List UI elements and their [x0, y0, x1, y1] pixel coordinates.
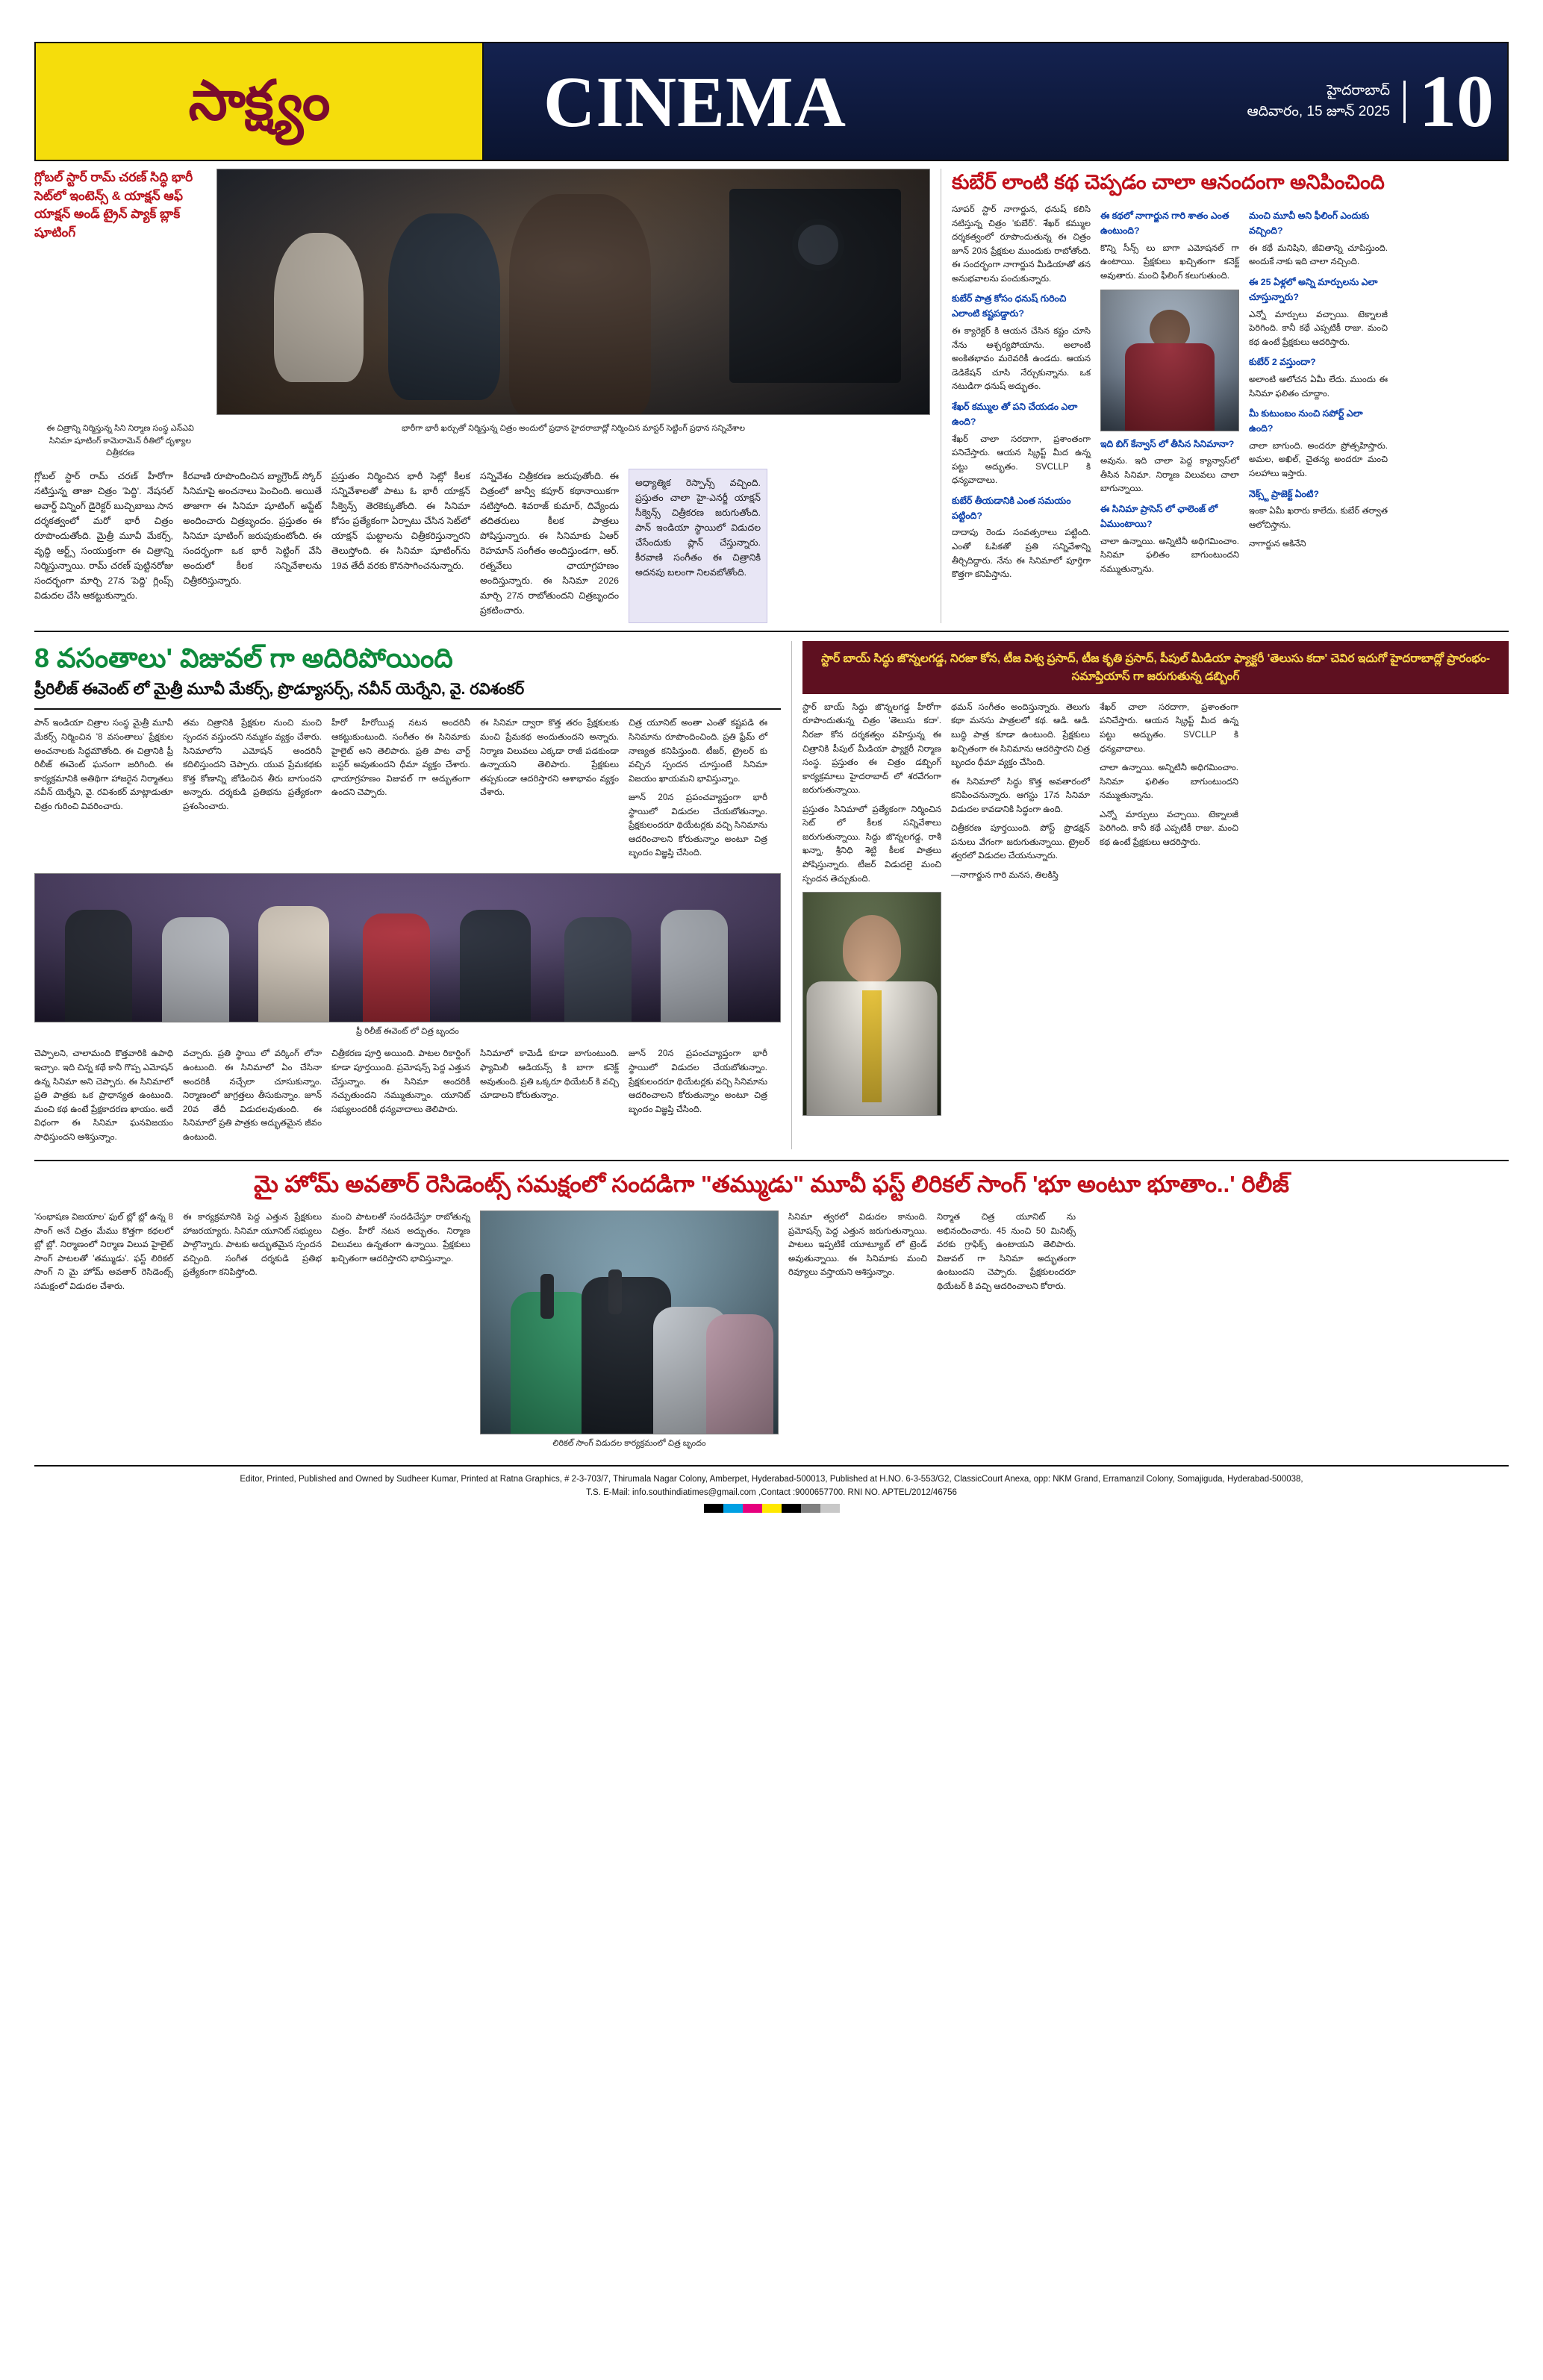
mid-bottom-col-2 [183, 1047, 322, 1149]
mid-col-6-text: జూన్ 20న ప్రపంచవ్యాప్తంగా భారీ స్థాయిలో విడుదల చేయబోతున్నాం. ప్రేక్షకులందరూ థియేటర్లకు వచ్చి సినిమాను ఆదరించాలని కోరుతున్నాం అంటూ చిత్ర బృందం విజ్ఞప్తి చేసింది. [629, 793, 767, 858]
cmyk-swatch-k [704, 1504, 723, 1513]
qa-answer-1: ఈ క్యారెక్టర్ కి ఆయన చేసిన కష్టం చూసి నేను ఆశ్చర్యపోయాను. అలాంటి అంకితభావం మరెవరికీ ఉండదు. ఆయన డెడికేషన్ చూసి నేర్చుకున్నాను. ఒక నటుడిగా ధనుష్ అద్భుతం. [952, 326, 1091, 392]
mid-bottom-col-1-text: చెప్పాలని, చాలామంది కొత్తవారికి ఉపాధి ఇచ్చాం. ఇది చిన్న కథే కానీ గొప్ప ఎమోషన్ ఉన్న సినిమా అని చెప్పారు. ఈ సినిమాలో ప్రతి పాత్రకు ఒక ప్రాధాన్యత ఉంటుంది. మంచి కథ ఉంటే ప్రేక్షకాదరణ ఖాయం. అదే విధంగా ఈ సినిమా ఘనవిజయం సాధిస్తుందని ఆశిస్తున్నాం. [34, 1049, 173, 1142]
mid-col-4-text: ఈ సినిమా ద్వారా కొత్త తరం ప్రేక్షకులకు మంచి ప్రేమకథ అందుతుందని అన్నారు. నిర్మాణ విలువలు ఎక్కడా రాజీ పడకుండా ఉన్నాయని తెలిపారు. ప్రేక్షకులు తప్పకుండా ఆదరిస్తారని ఆశాభావం వ్యక్తం చేశారు. [480, 718, 619, 798]
qa-answer-9: అలాంటి ఆలోచన ఏమీ లేదు. ముందు ఈ సినిమా ఫలితం చూద్దాం. [1249, 375, 1388, 399]
mid-bottom-col-2-text: వచ్చారు. ప్రతి స్థాయి లో వర్కింగ్ లోనా ఉంటుంది. ఈ సినిమాలో ఏం చేసినా అందరికీ నచ్చేలా చూసుకున్నాం. నిర్మాణంలో జాగ్రత్తలు తీసుకున్నాం. జూన్ 20వ తేదీ విడుదలవుతుంది. ఈ సినిమాలో ప్రతి పాత్రకు అద్భుతమైన జీవం ఉంటుంది. [183, 1049, 322, 1142]
top-story-headline: గ్లోబల్ స్టార్ రామ్ చరణ్ సిద్ధి భారీ సెట్‌లో ఇంటెన్స్ & యాక్షన్ ఆఫ్ యాక్షన్ అండ్ ట్రైన్ ప్యాక్ బ్లాక్ షూటింగ్ [34, 170, 193, 240]
page-footer [34, 1465, 1509, 1521]
bottom-col-1-text: 'సంభాషణ విజయాల' ఫుల్ బ్లో బ్లో ఉన్న 8 సాంగ్ అనే చిత్రం మేము కొత్తగా కథలలో బ్లో బ్లో. నిర్మాణంలో నిర్మాణ విలువ హైలైట్ సాంగ్ పాటలతో 'తమ్ముడు'. ఫస్ట్ లిరికల్ సాంగ్ ని మై హోమ్ అవతార్ రెసిడెంట్స్ సమక్షంలో విడుదల చేశారు. [34, 1212, 173, 1291]
mid-bottom-col-5-text: జూన్ 20న ప్రపంచవ్యాప్తంగా భారీ స్థాయిలో విడుదల చేయబోతున్నాం. ప్రేక్షకులందరూ థియేటర్లకు వచ్చి సినిమాను ఆదరించాలని కోరుతున్నాం అంటూ చిత్ర బృందం విజ్ఞప్తి చేసింది. [629, 1049, 767, 1114]
bottom-photo-caption: లిరికల్ సాంగ్ విడుదల కార్యక్రమంలో చిత్ర బృందం [552, 1439, 706, 1449]
interview2-col-2-text-c: చిత్రీకరణ పూర్తయింది. పోస్ట్ ప్రొడక్షన్ పనులు వేగంగా జరుగుతున్నాయి. ట్రైలర్ త్వరలో విడుదల చేయనున్నారు. [951, 823, 1090, 861]
mid-bottom-col-3 [331, 1047, 470, 1149]
interview2-col-3 [1100, 701, 1238, 1116]
mid-col-1 [34, 716, 173, 865]
mid-bottom-col-3-text: చిత్రీకరణ పూర్తి అయింది. పాటల రికార్డింగ్ కూడా పూర్తయింది. ప్రమోషన్స్ పెద్ద ఎత్తున చేస్తున్నాం. ఈ సినిమా అందరికీ నచ్చుతుందని నమ్ముతున్నాం. యూనిట్ సభ్యులందరికీ ధన్యవాదాలు తెలిపారు. [331, 1049, 470, 1114]
cmyk-swatch-gray [801, 1504, 820, 1513]
qa-question-10: మీ కుటుంబం నుంచి సపోర్ట్ ఎలా ఉంది? [1249, 408, 1363, 434]
qa-question-1: కుబేర్ పాత్ర కోసం ధనుష్ గురించి ఎలాంటి కష్టపడ్డారు? [952, 293, 1067, 319]
date-label: ఆదివారం, 15 జూన్ 2025 [1247, 104, 1390, 119]
footer-line-1: Editor, Printed, Published and Owned by Sudheer Kumar, Printed at Ratna Graphics, # 2-3-703/7, Thirumala Nagar Colony, Amberpet, Hyderabad-500013, Published at H.NO. 6-3-553/G2, ClassicCourt Anexa, opp: NKM Grand, Erramanzil Colony, Somajiguda, Hyderabad-500038, [240, 1474, 1303, 1484]
masthead-meta [1224, 43, 1507, 160]
interview2-col-1-text-b: ప్రస్తుతం సినిమాలో ప్రత్యేకంగా నిర్మించిన సెట్ లో కీలక సన్నివేశాలు జరుగుతున్నాయి. సిద్ధు జొన్నలగడ్డ, రాశీ ఖన్నా, శ్రీనిధి శెట్టి కీలక పాత్రలు పోషిస్తున్నారు. టీజర్ విడుదలై మంచి స్పందన తెచ్చుకుంది. [802, 804, 941, 884]
cmyk-swatch-k2 [782, 1504, 801, 1513]
interview2-banner [802, 641, 1509, 694]
interview2-col-2 [951, 701, 1090, 1116]
mid-bottom-col-1 [34, 1047, 173, 1149]
mid-story-subhead: ప్రీరిలీజ్ ఈవెంట్ లో మైత్రీ మూవీ మేకర్స్, ప్రొడ్యూసర్స్, నవీన్ యెర్నేని, వై. రవిశంకర్ [34, 681, 781, 710]
mid-bottom-col-4-text: సినిమాలో కామెడీ కూడా బాగుంటుంది. ఫ్యామిలీ ఆడియన్స్ కి బాగా కనెక్ట్ అవుతుంది. ప్రతి ఒక్కరూ థియేటర్ కి వచ్చి చూడాలని కోరుతున్నాం. [480, 1049, 619, 1101]
top-section [34, 169, 1509, 632]
bottom-story-headline: మై హోమ్ అవతార్ రెసిడెంట్స్ సమక్షంలో సందడిగా "తమ్ముడు" మూవీ ఫస్ట్ లిరికల్ సాంగ్ 'భూ అంటూ భూతాం..' రిలీజ్ [254, 1171, 1289, 1198]
qa-question-9: కుబేర్ 2 వస్తుందా? [1249, 357, 1316, 368]
mid-col-5 [629, 716, 767, 865]
section-title: CINEMA [543, 61, 847, 142]
bottom-story-columns [34, 1211, 1509, 1453]
interview-section [941, 169, 1509, 623]
top-col-3 [331, 469, 470, 624]
top-photo-caption-1: ఈ చిత్రాన్ని నిర్మిస్తున్న సిని నిర్మాణ సంస్థ ఎన్‌ఎ‌వి సినిమా షూటింగ్ కామెరామెన్ రీతిలో దృశ్యాల చిత్రీకరణ [46, 424, 194, 457]
qa-question-11: నెక్స్ట్ ప్రాజెక్ట్ ఏంటి? [1249, 488, 1319, 499]
qa-question-2: శేఖర్ కమ్ముల తో పని చేయడం ఎలా ఉంది? [952, 401, 1078, 427]
interview2-col-2-text-b: ఈ సినిమాలో సిద్ధు కొత్త అవతారంలో కనిపించనున్నారు. ఆగస్టు 17న సినిమా విడుదల కావడానికి సిద్ధంగా ఉంది. [951, 776, 1090, 814]
interview-col-1 [952, 203, 1091, 587]
cmyk-swatch-m [743, 1504, 762, 1513]
mid-col-2 [183, 716, 322, 865]
interview2-columns [802, 701, 1509, 1116]
logo-text: సాక్ష్యం [188, 71, 330, 132]
mid-bottom-col-5 [629, 1047, 767, 1149]
qa-answer-0: సూపర్ స్టార్ నాగార్జున, ధనుష్ కలిసి నటిస్తున్న చిత్రం 'కుబేర్'. శేఖర్ కమ్ముల దర్శకత్వంలో రూపొందుతున్న ఈ చిత్రం జూన్ 20న ప్రేక్షకుల ముందుకు రాబోతోంది. ఈ సందర్భంగా నాగార్జున మీడియాతో తన అనుభవాలను పంచుకున్నారు. [952, 204, 1091, 284]
top-col-5 [629, 469, 767, 624]
bottom-story-photo [480, 1211, 779, 1434]
qa-question-6: ఈ సినిమా ప్రాసెస్ లో ఛాలెంజ్ లో ఏముంటాయి? [1100, 503, 1218, 529]
interview2-col-2-text: థమన్ సంగీతం అందిస్తున్నారు. తెలుగు కథా మనసు పాత్రలలో కథ. ఆడి. ఆడి. బుద్ధి పాత్ర కూడా ఉంటుంది. ప్రేక్షకులు ఖచ్చితంగా ఈ సినిమాను ఆదరిస్తారని చిత్ర బృందం ధీమా వ్యక్తం చేసింది. [951, 702, 1090, 768]
qa-question-3: కుబేర్ తీయడానికి ఎంత సమయం పట్టింది? [952, 495, 1071, 521]
top-col-1-text: గ్లోబల్ స్టార్ రామ్ చరణ్ హీరోగా నటిస్తున్న తాజా చిత్రం 'పెద్ది'. నేషనల్ అవార్డ్ విన్నింగ్ డైరెక్టర్ బుచ్చిబాబు సాన దర్శకత్వంలో మరో భారీ చిత్రం రూపొందుతోంది. మైత్రీ మూవీ మేకర్స్, వృద్ధి ఆర్ట్స్ సంయుక్తంగా ఈ చిత్రాన్ని నిర్మిస్తున్నాయి. రామ్ చరణ్ పుట్టినరోజు సందర్భంగా మార్చి 27న 'పెద్ది' గ్లింప్స్ విడుదల చేసి ఆకట్టుకున్నారు. [34, 470, 173, 602]
bottom-col-5 [937, 1211, 1076, 1453]
mid-col-3 [331, 716, 470, 865]
mid-section [34, 641, 1509, 1149]
interview-col-3 [1249, 203, 1388, 587]
qa-answer-10: చాలా బాగుంది. అందరూ ప్రోత్సహిస్తారు. అమల, అఖిల్, చైతన్య అందరూ మంచి సలహాలు ఇస్తారు. [1249, 440, 1388, 478]
bottom-photo-wrap [480, 1211, 779, 1453]
bottom-col-1 [34, 1211, 173, 1453]
publication-logo [36, 43, 484, 160]
interview-byline: నాగార్జున అకినేని [1249, 539, 1306, 549]
qa-answer-3: దాదాపు రెండు సంవత్సరాలు పట్టింది. ఎంతో ఓపికతో ప్రతి సన్నివేశాన్ని తీర్చిదిద్దారు. నేను ఈ సినిమాలో పూర్తిగా కొత్తగా కనిపిస్తాను. [952, 528, 1091, 580]
mid-story-columns [34, 716, 781, 865]
top-col-2-text: కీరవాణి రూపొందించిన బ్యాగ్రౌండ్ స్కోర్ సినిమాపై అంచనాలు పెంచింది. అయితే తాజాగా ఈ సినిమా షూటింగ్ అప్డేట్ అందించారు చిత్రబృందం. ప్రస్తుతం ఈ సినిమా షూటింగ్ జరుపుకుంటోంది. ఈ సందర్భంగా ఒక భారీ సెట్టింగ్ వేసి అందులో కీలక సన్నివేశాలను చిత్రీకరిస్తున్నారు. [183, 470, 322, 587]
mid-col-4 [480, 716, 619, 865]
bottom-col-3 [331, 1211, 470, 1453]
top-col-4 [480, 469, 619, 624]
footer-line-2: T.S. E-Mail: info.southindiatimes@gmail.com ,Contact :9000657700. RNI NO. APTEL/2012/46756 [586, 1487, 957, 1497]
bottom-col-2-text: ఈ కార్యక్రమానికి పెద్ద ఎత్తున ప్రేక్షకులు హాజరయ్యారు. సినిమా యూనిట్ సభ్యులు పాల్గొన్నారు. పాటకు అద్భుతమైన స్పందన వచ్చింది. సంగీత దర్శకుడి ప్రతిభ ప్రత్యేకంగా కనిపిస్తోంది. [183, 1212, 322, 1278]
qa-answer-5: అవును. ఇది చాలా పెద్ద క్యాన్వాస్‌లో తీసిన సినిమా. నిర్మాణ విలువలు చాలా బాగున్నాయి. [1100, 456, 1239, 494]
top-col-1 [34, 469, 173, 624]
interview-columns [952, 203, 1509, 587]
top-col-4-text: సన్నివేశం చిత్రీకరణ జరుపుతోంది. ఈ చిత్రంలో జాన్వీ కపూర్ కథానాయికగా నటిస్తోంది. శివరాజ్ కుమార్, దివ్యేందు తదితరులు కీలక పాత్రలు పోషిస్తున్నారు. ఈ సినిమాకు ఏఆర్ రెహమాన్ సంగీతం అందిస్తుండగా, ఆర్. రత్నవేలు ఛాయాగ్రహణం అందిస్తున్నారు. ఈ సినిమా 2026 మార్చి 27న రాబోతుందని చిత్రబృందం ప్రకటించారు. [480, 470, 619, 616]
qa-answer-2: శేఖర్ చాలా సరదాగా, ప్రశాంతంగా పనిచేస్తారు. ఆయన స్క్రిప్ట్ మీద ఉన్న పట్టు అద్భుతం. SVCLLP కి ధన్యవాదాలు. [952, 434, 1091, 486]
bottom-section [34, 1160, 1509, 1452]
interview2-col-1-text: స్టార్ బాయ్ సిద్ధు జొన్నలగడ్డ హీరోగా రూపొందుతున్న చిత్రం 'తెలుసు కదా'. నీరజా కోన దర్శకత్వం వహిస్తున్న ఈ చిత్రానికి పీపుల్ మీడియా ఫ్యాక్టరీ నిర్మాణ సంస్థ. ప్రస్తుతం ఈ చిత్రం డబ్బింగ్ కార్యక్రమాలు హైదరాబాద్ లో శరవేగంగా జరుగుతున్నాయి. [802, 702, 941, 796]
cmyk-swatch-y [762, 1504, 782, 1513]
interview2-portrait-photo [802, 892, 941, 1116]
cmyk-swatch-light [820, 1504, 840, 1513]
top-left-story [34, 169, 930, 623]
masthead [34, 42, 1509, 161]
date-block [1247, 81, 1406, 123]
city-label: హైదరాబాద్ [1327, 82, 1390, 99]
mid-col-3-text: హీరో హీరోయిన్ల నటన అందరినీ ఆకట్టుకుంటుంది. సంగీతం ఈ సినిమాకు హైలైట్ అని తెలిపారు. ప్రతి పాట చార్ట్ బస్టర్ అవుతుందని ధీమా వ్యక్తం చేశారు. ఛాయాగ్రహణం విజువల్ గా అద్భుతంగా ఉందని చెప్పారు. [331, 718, 470, 798]
mid-story-headline: 8 వసంతాలు' విజువల్ గా అదిరిపోయింది [34, 643, 453, 674]
mid-col-2-text: తమ చిత్రానికి ప్రేక్షకుల నుంచి మంచి స్పందన వస్తుందని నమ్మకం వ్యక్తం చేశారు. సినిమాలోని ఎమోషన్ అందరినీ కదిలిస్తుందని చెప్పారు. యువ ప్రేమకథకు కొత్త కోణాన్ని జోడించిన తీరు బాగుందని అన్నారు. దర్శకుడి ప్రతిభను ప్రత్యేకంగా ప్రశంసించారు. [183, 718, 322, 811]
bottom-col-2 [183, 1211, 322, 1453]
interview-col-2 [1100, 203, 1239, 587]
interview-headline: కుబేర్ లాంటి కథ చెప్పడం చాలా ఆనందంగా అనిపించింది [952, 171, 1385, 193]
top-story-columns [34, 469, 930, 624]
qa-answer-7: ఈ కథే మనిషిని, జీవితాన్ని చూపిస్తుంది. అందుకే నాకు ఇది చాలా నచ్చింది. [1249, 243, 1388, 267]
top-col-2 [183, 469, 322, 624]
interview2-col-3-text: శేఖర్ చాలా సరదాగా, ప్రశాంతంగా పనిచేస్తారు. ఆయన స్క్రిప్ట్ మీద ఉన్న పట్టు అద్భుతం. SVCLLP కి ధన్యవాదాలు. [1100, 702, 1238, 754]
qa-question-7: మంచి మూవీ అని ఫీలింగ్ ఎందుకు వచ్చింది? [1249, 210, 1370, 237]
interview2-col-3-text-b: చాలా ఉన్నాయి. అన్నిటినీ అధిగమించాం. సినిమా ఫలితం బాగుంటుందని నమ్ముతున్నాను. [1100, 763, 1238, 801]
bottom-col-4 [788, 1211, 927, 1453]
mid-left-story [34, 641, 781, 1149]
mid-story-bottom-columns [34, 1047, 781, 1149]
interview2-col-3-text-c: ఎన్నో మార్పులు వచ్చాయి. టెక్నాలజీ పెరిగింది. కానీ కథే ఎప్పటికీ రాజు. మంచి కథ ఉంటే ప్రేక్షకులు ఆదరిస్తారు. [1100, 809, 1238, 847]
qa-question-4: ఈ కథలో నాగార్జున గారి శాతం ఎంత ఉంటుంది? [1100, 210, 1229, 237]
section-title-container [484, 43, 1224, 160]
mid-event-photo [34, 873, 781, 1022]
top-col-5-text: అధ్యాత్మిక రెస్పాన్స్ వచ్చింది. ప్రస్తుతం చాలా హై-ఎనర్జీ యాక్షన్ సీక్వెన్స్ చిత్రీకరణ జరుగుతోంది. పాన్ ఇండియా స్థాయిలో విడుదల చేసేందుకు ప్లాన్ చేస్తున్నారు. కీరవాణి సంగీతం ఈ చిత్రానికి అదనపు బలంగా నిలవబోతోంది. [635, 477, 761, 578]
cmyk-registration-bar [34, 1504, 1509, 1513]
top-col-3-text: ప్రస్తుతం నిర్మించిన భారీ సెట్లో కీలక సన్నివేశాలతో పాటు ఓ భారీ యాక్షన్ సీక్వెన్స్ తెరకెక్కుతోంది. ఈ సినిమా కోసం ప్రత్యేకంగా ఏర్పాటు చేసిన సెట్‌లో యాక్షన్ ఘట్టాలను చిత్రీకరిస్తున్నారని తెలుస్తోంది. ఈ సినిమా షూటింగ్‌ను 19వ తేదీ వరకు కొనసాగించనున్నారు. [331, 470, 470, 572]
top-story-photo [216, 169, 930, 415]
interview2-col-1 [802, 701, 941, 1116]
interview-portrait-photo [1100, 290, 1239, 431]
mid-bottom-col-4 [480, 1047, 619, 1149]
mid-col-5-text: చిత్ర యూనిట్ అంతా ఎంతో కష్టపడి ఈ సినిమాను రూపొందించింది. ప్రతి ఫ్రేమ్ లో నాణ్యత కనిపిస్తుంది. టీజర్, ట్రైలర్ కు వచ్చిన స్పందన చూస్తుంటే సినిమా విజయం ఖాయమని భావిస్తున్నాం. [629, 718, 767, 784]
page-number: 10 [1419, 60, 1494, 143]
qa-answer-4: కొన్ని సీన్స్ లు బాగా ఎమోషనల్ గా ఉంటాయి. ప్రేక్షకులు ఖచ్చితంగా కనెక్ట్ అవుతారు. మంచి ఫీలింగ్ కలుగుతుంది. [1100, 243, 1239, 281]
qa-question-5: ఇది బిగ్ కేన్వాస్ లో తీసిన సినిమానా? [1100, 438, 1235, 449]
interview2-banner-text: స్టార్ బాయ్ సిద్ధు జొన్నలగడ్డ, నిరజా కోన, టీజ విశ్వ ప్రసాద్, టీజ కృతి ప్రసాద్, పీపుల్ మీడియా ఫ్యాక్టరీ 'తెలుసు కదా' చెవిర ఇదుగో హైదరాబాద్లో ప్రారంభం-సమాప్తియాస్ గా జరుగుతున్న డబ్బింగ్ [821, 652, 1490, 683]
bottom-col-4-text: సినిమా త్వరలో విడుదల కానుంది. ప్రమోషన్స్ పెద్ద ఎత్తున జరుగుతున్నాయి. పాటలు ఇప్పటికే యూట్యూబ్ లో ట్రెండ్ అవుతున్నాయి. ఈ సినిమాకు మంచి రివ్యూలు వస్తాయని ఆశిస్తున్నాం. [788, 1212, 927, 1278]
bottom-col-5-text: నిర్మాత చిత్ర యూనిట్ ను అభినందించారు. 45 నుంచి 50 మినిట్స్ వరకు గ్రాఫిక్స్ ఉంటాయని తెలిపారు. విజువల్ గా సినిమా అద్భుతంగా ఉంటుందని చెప్పారు. ప్రేక్షకులందరూ థియేటర్ కి వచ్చి ఆదరించాలని కోరారు. [937, 1212, 1076, 1291]
top-photo-caption-2: భారీగా భారీ ఖర్చుతో నిర్మిస్తున్న చిత్రం అందులో ప్రధాన హైదరాబాద్లో నిర్మించిన మాస్టర్ సెట్టింగ్ ప్రధాన సన్నివేశాల [401, 424, 746, 433]
qa-answer-8: ఎన్నో మార్పులు వచ్చాయి. టెక్నాలజీ పెరిగింది. కానీ కథే ఎప్పటికీ రాజు. మంచి కథ ఉంటే ప్రేక్షకులు ఆదరిస్తారు. [1249, 309, 1388, 347]
qa-question-8: ఈ 25 ఏళ్లలో అన్ని మార్పులను ఎలా చూస్తున్నారు? [1249, 276, 1378, 302]
interview2-portrait-caption: —నాగార్జున గారి మనస, తిలకిస్తి [951, 869, 1059, 880]
mid-event-photo-caption: ప్రీ రిలీజ్ ఈవెంట్ లో చిత్ర బృందం [356, 1026, 459, 1036]
bottom-col-3-text: మంచి పాటలతో సందడిచేస్తూ రాబోతున్న చిత్రం. హీరో నటన అద్భుతం. నిర్మాణ విలువలు ఉన్నతంగా ఉన్నాయి. ప్రేక్షకులు ఖచ్చితంగా ఆదరిస్తారని భావిస్తున్నాం. [331, 1212, 470, 1264]
interview2-section [791, 641, 1509, 1149]
qa-answer-11: ఇంకా ఏమీ ఖరారు కాలేదు. కుబేర్ తర్వాత ఆలోచిస్తాను. [1249, 506, 1388, 530]
cmyk-swatch-c [723, 1504, 743, 1513]
mid-col-1-text: పాన్ ఇండియా చిత్రాల సంస్థ మైత్రీ మూవీ మేకర్స్ నిర్మించిన '8 వసంతాలు' ప్రేక్షకుల అంచనాలకు సిద్ధమౌతోంది. ఈ చిత్రానికి ప్రీ రిలీజ్ ఈవెంట్ ఘనంగా జరిగింది. ఈ కార్యక్రమానికి అతిథిగా హాజరైన నిర్మాతలు నవీన్ యెర్నేని, వై. రవిశంకర్ మాట్లాడుతూ చిత్రం గురించి వివరించారు. [34, 718, 173, 811]
qa-answer-6: చాలా ఉన్నాయి. అన్నిటినీ అధిగమించాం. సినిమా ఫలితం బాగుంటుందని నమ్ముతున్నాను. [1100, 536, 1239, 574]
